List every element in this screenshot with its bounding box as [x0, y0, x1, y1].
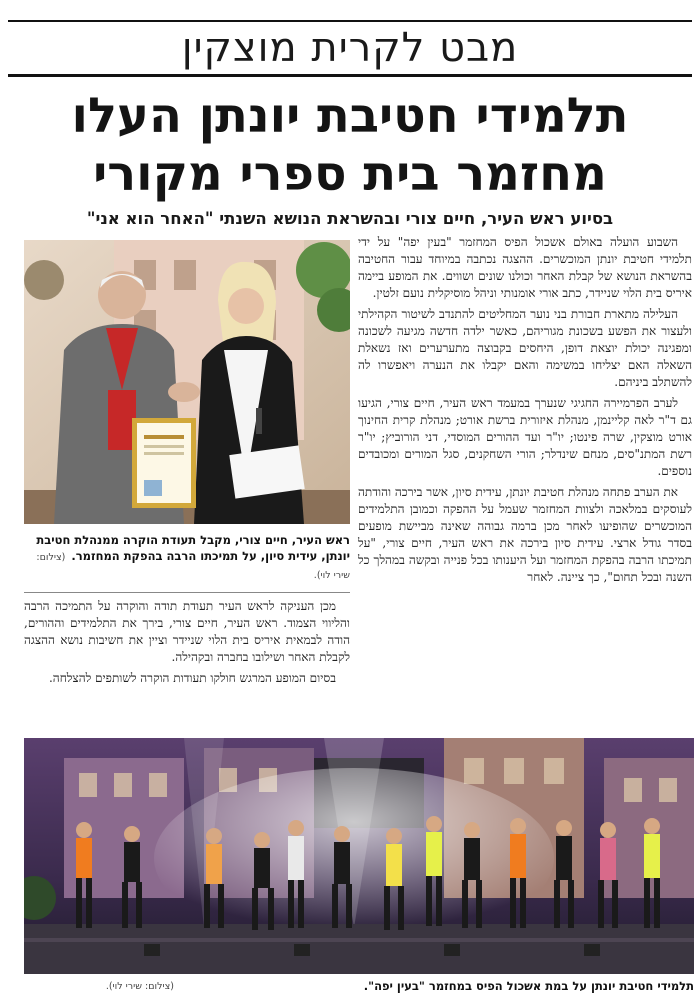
photo-mayor-award-caption [24, 532, 350, 584]
paragraph: את הערב פתחה מנהלת חטיבת יונתן, עידית סיון, אשר בירכה והודתה לעוסקים במלאכה ולצוות המחזמר שעמל על ההפקה וכמובן התלמידים המוכשרים שהופיעו לאחר מכן ברמה גבוהה שאינה מביישת מופעים בסדר גודל ארצי. עידית סיון בירכה את ראש העיר, חיים צורי, "על תמיכתו הרבה בהפקת המחזמר ועל היענותו בכל פנייה ובקשה במהלך כל השנה ובכל תחום", כך ציינה. לאחר [358, 485, 692, 584]
paragraph: לערב הפרמיירה החגיגי שנערך במעמד ראש העיר, חיים צורי, הגיעו גם ד"ר לאה קליינמן, מנהלת איזורית ברשת אורט; מנהלת קרית החינוך אורט מוצקין, שרה פינטו; יו"ר ועד ההורים המוסדי, דני הורוביץ; יו"ר רשת המתנ"סים, מנחם שינדלר; הורי השחקנים, סגל המורים ומכובדים נוספים. [358, 396, 692, 478]
photo-stage-performance-image [24, 738, 694, 974]
section-rule [8, 74, 692, 77]
paragraph: העלילה מתארת חבורת בני נוער המחליטים להתנדב לשיטור הקהילתי ולעצור את הפשע בשכונת מגוריהם, כאשר ילדה חדשה מגיעה לשכונה ומפגינה יכולת יוצאת דופן, היחסים בקבוצה מתערערים ואז נשאלת השאלה האם יצליחו במשימה והאם יקבלו את הנערה ויאפשרו לה להשתלב ביניהם. [358, 307, 692, 389]
headline-line-2: מחזמר בית ספרי מקורי [93, 146, 607, 202]
article-left-column [24, 598, 350, 734]
photo-stage-performance [24, 738, 694, 974]
headline-line-1: תלמידי חטיבת יונתן העלו [71, 88, 629, 144]
subheadline: בסיוע ראש העיר, חיים צורי ובהשראת הנושא השנתי "האחר הוא אני" [86, 209, 614, 228]
paragraph: מכן העניקה לראש העיר תעודת תודה והוקרה על התמיכה הרבה והליווי הצמוד. ראש העיר, חיים צורי, בירך את התלמידים וההורים, הודה לבמאית איריס בית הלוי שניידר וציין את חשיבות נושא ההצגה לקבלת האחר ושילובו בחברה ובקהילה. [24, 599, 350, 664]
paragraph: השבוע הועלה באולם אשכול הפיס המחזמר "בעין יפה" על ידי תלמידי חטיבת יונתן המוכשרים. ההצגה נכתבה במיוחד עבור החטיבה בהשראת הנושא של קבלת האחר וכולנו שונים ושווים. את המופע ביימה איריס בית הלוי שניידר, כתב אורי אומנותי וניהל מוסיקלית נועם זלטין. [358, 235, 692, 300]
photo-credit: (צילום: שירי לוי). [36, 552, 350, 581]
caption-divider [24, 592, 350, 593]
article-right-column [358, 234, 692, 734]
caption-text: ראש העיר, חיים צורי, מקבל תעודת הוקרה ממנהלת חטיבת יונתן, עידית סיון, על תמיכתו הרבה בהפקת המחזמר. [36, 533, 350, 563]
photo-stage-caption: תלמידי חטיבת יונתן על במת אשכול הפיס במחזמר "בעין יפה". [363, 979, 694, 993]
photo-mayor-award [24, 240, 350, 524]
section-title: מבט לקרית מוצקין [181, 25, 519, 71]
top-rule [8, 20, 692, 22]
photo-mayor-award-image [24, 240, 350, 524]
paragraph: בסיום המופע המרגש חולקו תעודות הוקרה לשותפים להצלחה. [48, 671, 336, 685]
photo-stage-credit: (צילום: שירי לוי). [105, 981, 174, 992]
